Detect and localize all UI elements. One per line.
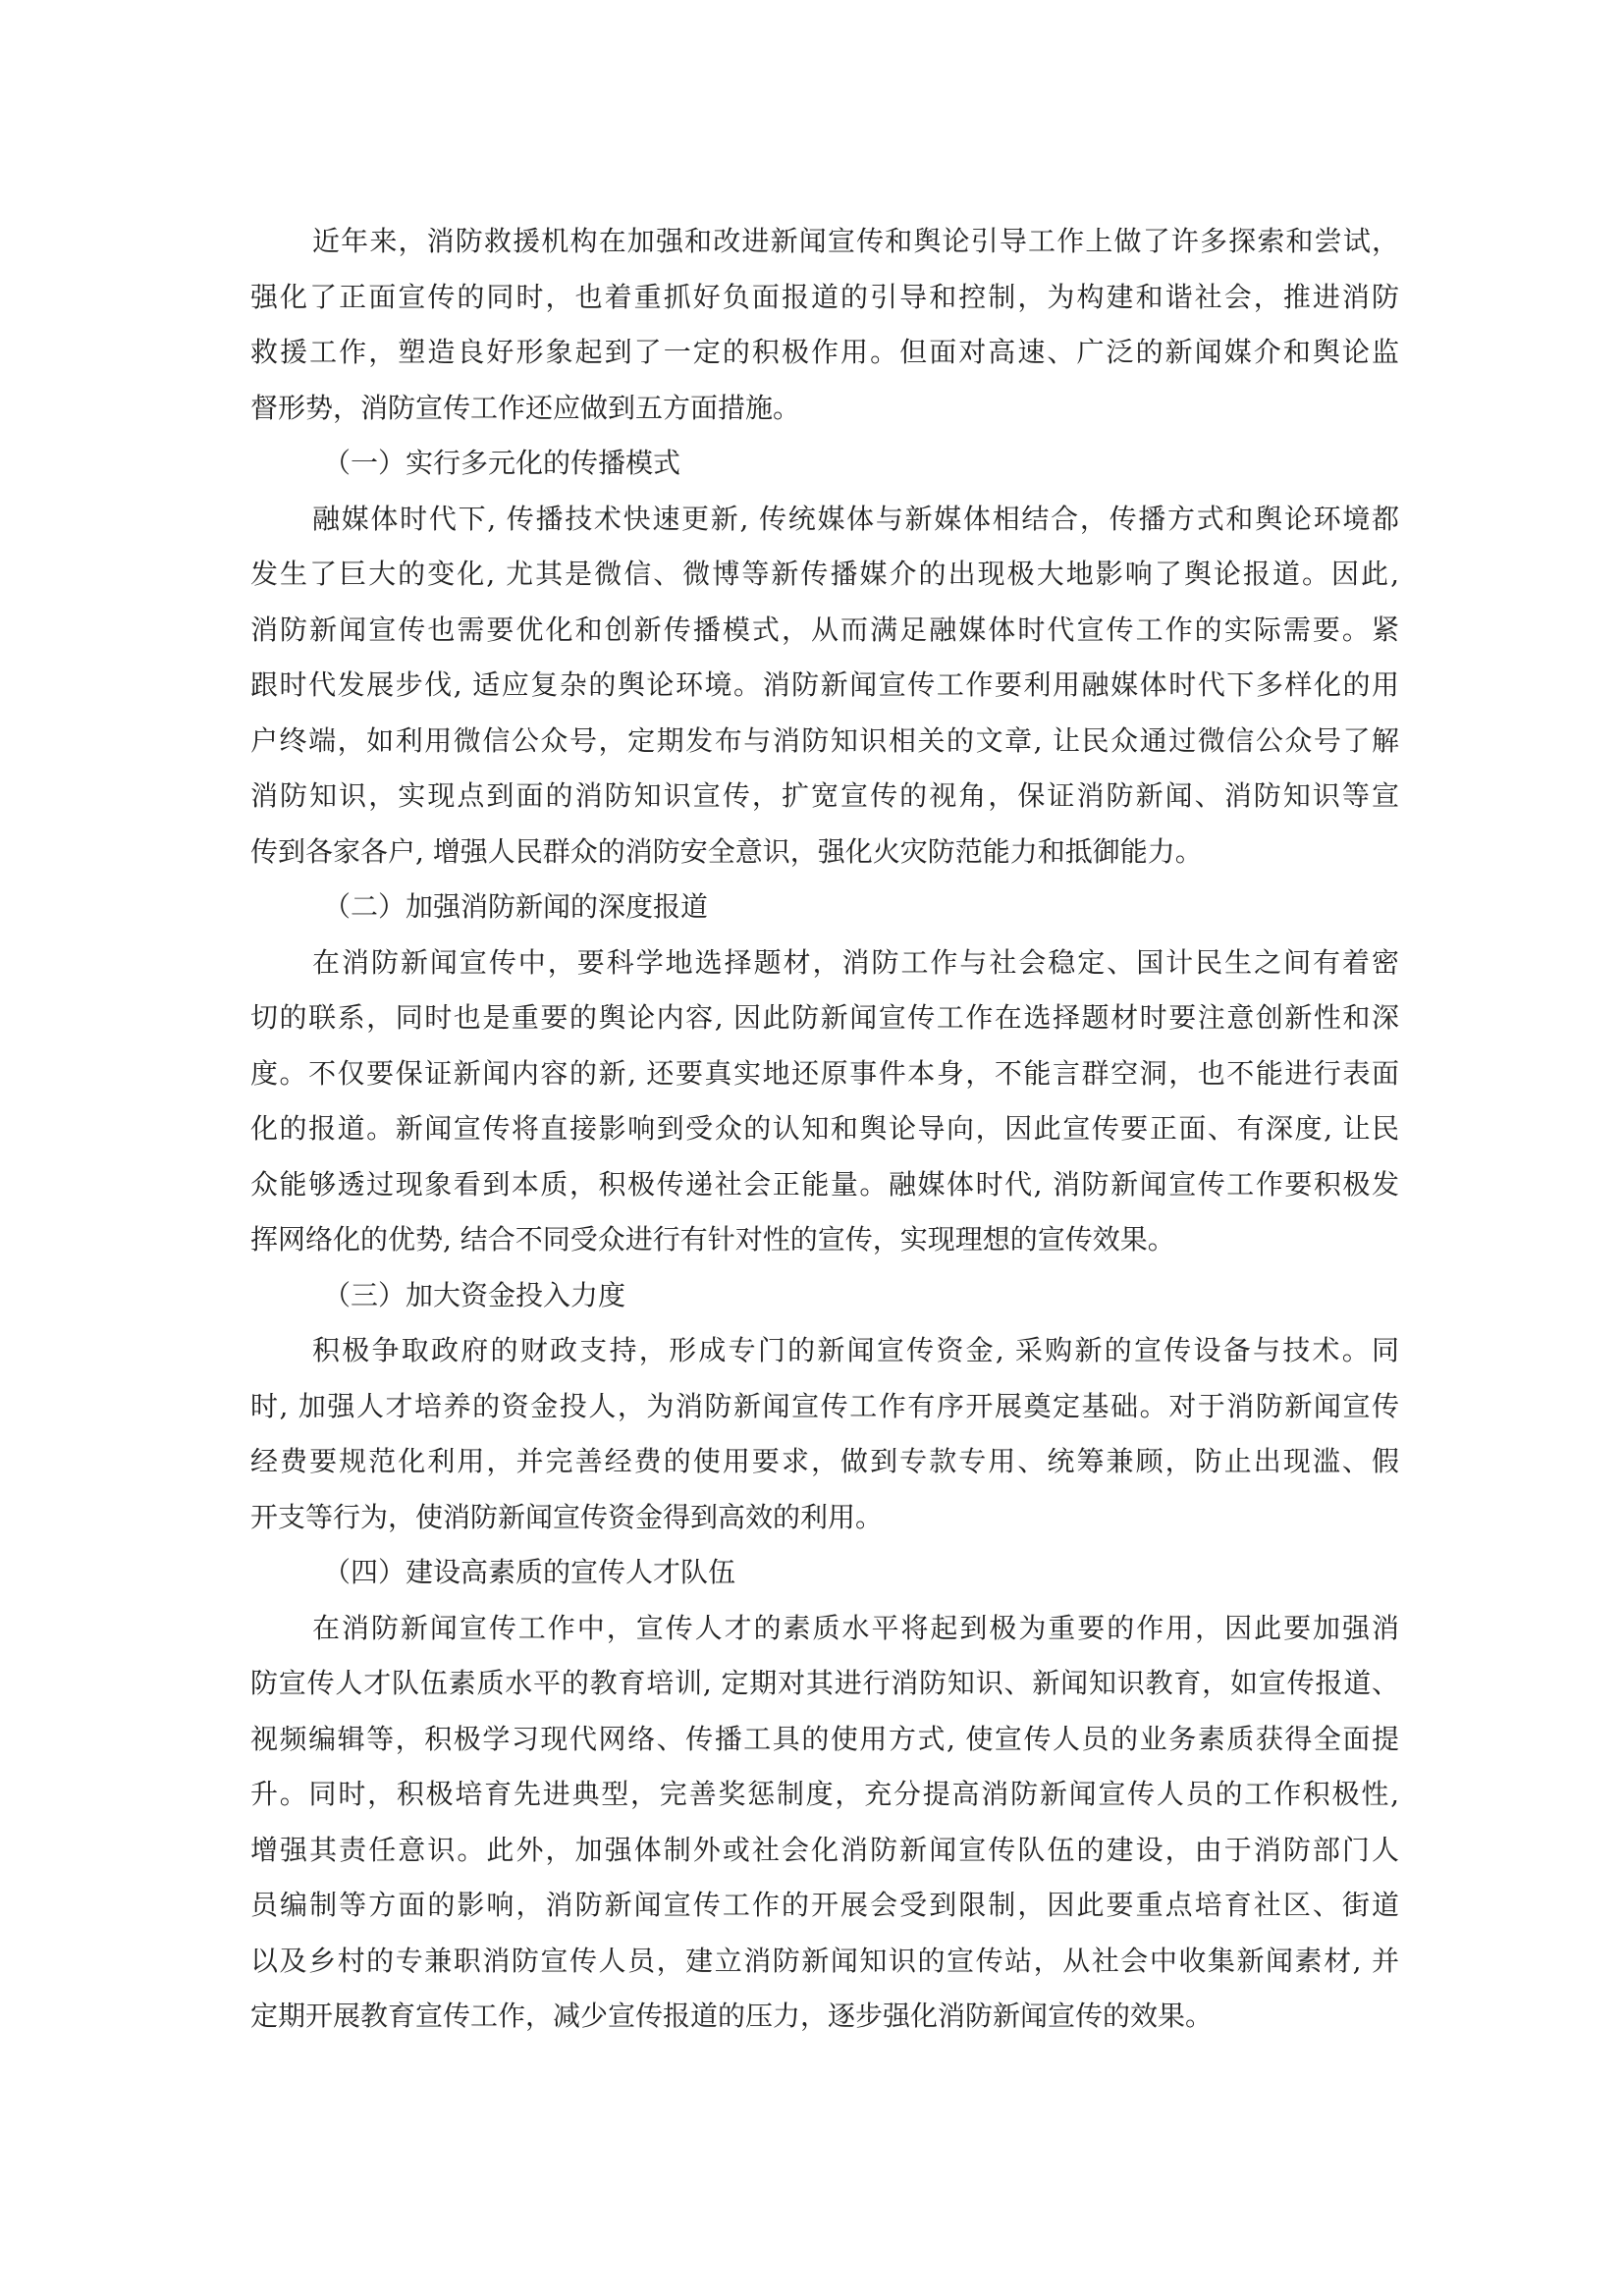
document-body	[250, 214, 1399, 2045]
paragraph-2-line-1: 融媒体时代下, 传播技术快速更新, 传统媒体与新媒体相结合，传播方式和舆论环境都	[312, 502, 1399, 535]
paragraph-4-line-2: 时, 加强人才培养的资金投人，为消防新闻宣传工作有序开展奠定基础。对于消防新闻宣传	[250, 1389, 1399, 1422]
paragraph-3-line-4: 化的报道。新闻宣传将直接影响到受众的认知和舆论导向，因此宣传要正面、有深度, 让民	[250, 1112, 1399, 1145]
paragraph-4-line-4: 开支等行为，使消防新闻宣传资金得到高效的利用。	[250, 1500, 884, 1533]
paragraph-3-line-6: 挥网络化的优势, 结合不同受众进行有针对性的宣传，实现理想的宣传效果。	[250, 1223, 1175, 1255]
paragraph-4-line-1: 积极争取政府的财政支持，形成专门的新闻宣传资金, 采购新的宣传设备与技术。同	[312, 1334, 1399, 1366]
section-heading-3: （三）加大资金投入力度	[323, 1278, 626, 1311]
paragraph-2-line-6: 消防知识，实现点到面的消防知识宣传，扩宽宣传的视角，保证消防新闻、消防知识等宣	[250, 779, 1399, 812]
paragraph-3-line-5: 众能够透过现象看到本质，积极传递社会正能量。融媒体时代, 消防新闻宣传工作要积极发	[250, 1167, 1399, 1201]
paragraph-5-line-1: 在消防新闻宣传工作中，宣传人才的素质水平将起到极为重要的作用，因此要加强消	[312, 1611, 1399, 1644]
paragraph-5-line-4: 升。同时，积极培育先进典型，完善奖惩制度，充分提高消防新闻宣传人员的工作积极性,	[250, 1778, 1399, 1810]
paragraph-3-line-1: 在消防新闻宣传中，要科学地选择题材，消防工作与社会稳定、国计民生之间有着密	[312, 945, 1399, 979]
paragraph-2-line-4: 跟时代发展步伐, 适应复杂的舆论环境。消防新闻宣传工作要利用融媒体时代下多样化的用	[250, 668, 1399, 701]
section-heading-2: （二）加强消防新闻的深度报道	[323, 890, 709, 923]
paragraph-3-line-2: 切的联系，同时也是重要的舆论内容, 因此防新闻宣传工作在选择题材时要注意创新性和深	[250, 1001, 1399, 1034]
paragraph-1-line-3: 救援工作，塑造良好形象起到了一定的积极作用。但面对高速、广泛的新闻媒介和舆论监	[250, 336, 1399, 368]
paragraph-4-line-3: 经费要规范化利用，并完善经费的使用要求，做到专款专用、统筹兼顾，防止出现滥、假	[250, 1445, 1399, 1477]
paragraph-5-line-7: 以及乡村的专兼职消防宣传人员，建立消防新闻知识的宣传站，从社会中收集新闻素材, 并	[250, 1944, 1399, 1977]
paragraph-3-line-3: 度。不仅要保证新闻内容的新, 还要真实地还原事件本身，不能言群空洞，也不能进行表面	[250, 1056, 1399, 1090]
paragraph-2-line-2: 发生了巨大的变化, 尤其是微信、微博等新传播媒介的出现极大地影响了舆论报道。因此,	[250, 558, 1399, 590]
section-heading-1: （一）实行多元化的传播模式	[323, 447, 681, 479]
paragraph-5-line-8: 定期开展教育宣传工作，减少宣传报道的压力，逐步强化消防新闻宣传的效果。	[250, 2000, 1214, 2032]
paragraph-2-line-5: 户终端，如利用微信公众号，定期发布与消防知识相关的文章, 让民众通过微信公众号了解	[250, 723, 1399, 757]
paragraph-1-line-1: 近年来，消防救援机构在加强和改进新闻宣传和舆论引导工作上做了许多探索和尝试，	[312, 225, 1399, 257]
paragraph-1-line-4: 督形势，消防宣传工作还应做到五方面措施。	[250, 391, 801, 424]
paragraph-1-line-2: 强化了正面宣传的同时，也着重抓好负面报道的引导和控制，为构建和谐社会，推进消防	[250, 280, 1399, 313]
paragraph-2-line-7: 传到各家各户, 增强人民群众的消防安全意识，强化火灾防范能力和抵御能力。	[250, 834, 1203, 868]
section-heading-4: （四）建设高素质的宣传人才队伍	[323, 1556, 736, 1588]
paragraph-5-line-2: 防宣传人才队伍素质水平的教育培训, 定期对其进行消防知识、新闻知识教育，如宣传报道、	[250, 1667, 1399, 1699]
paragraph-5-line-5: 增强其责任意识。此外，加强体制外或社会化消防新闻宣传队伍的建设，由于消防部门人	[250, 1833, 1399, 1866]
paragraph-2-line-3: 消防新闻宣传也需要优化和创新传播模式，从而满足融媒体时代宣传工作的实际需要。紧	[250, 613, 1399, 646]
paragraph-5-line-6: 员编制等方面的影响，消防新闻宣传工作的开展会受到限制，因此要重点培育社区、街道	[250, 1889, 1399, 1921]
paragraph-5-line-3: 视频编辑等，积极学习现代网络、传播工具的使用方式, 使宣传人员的业务素质获得全面提	[250, 1722, 1399, 1755]
